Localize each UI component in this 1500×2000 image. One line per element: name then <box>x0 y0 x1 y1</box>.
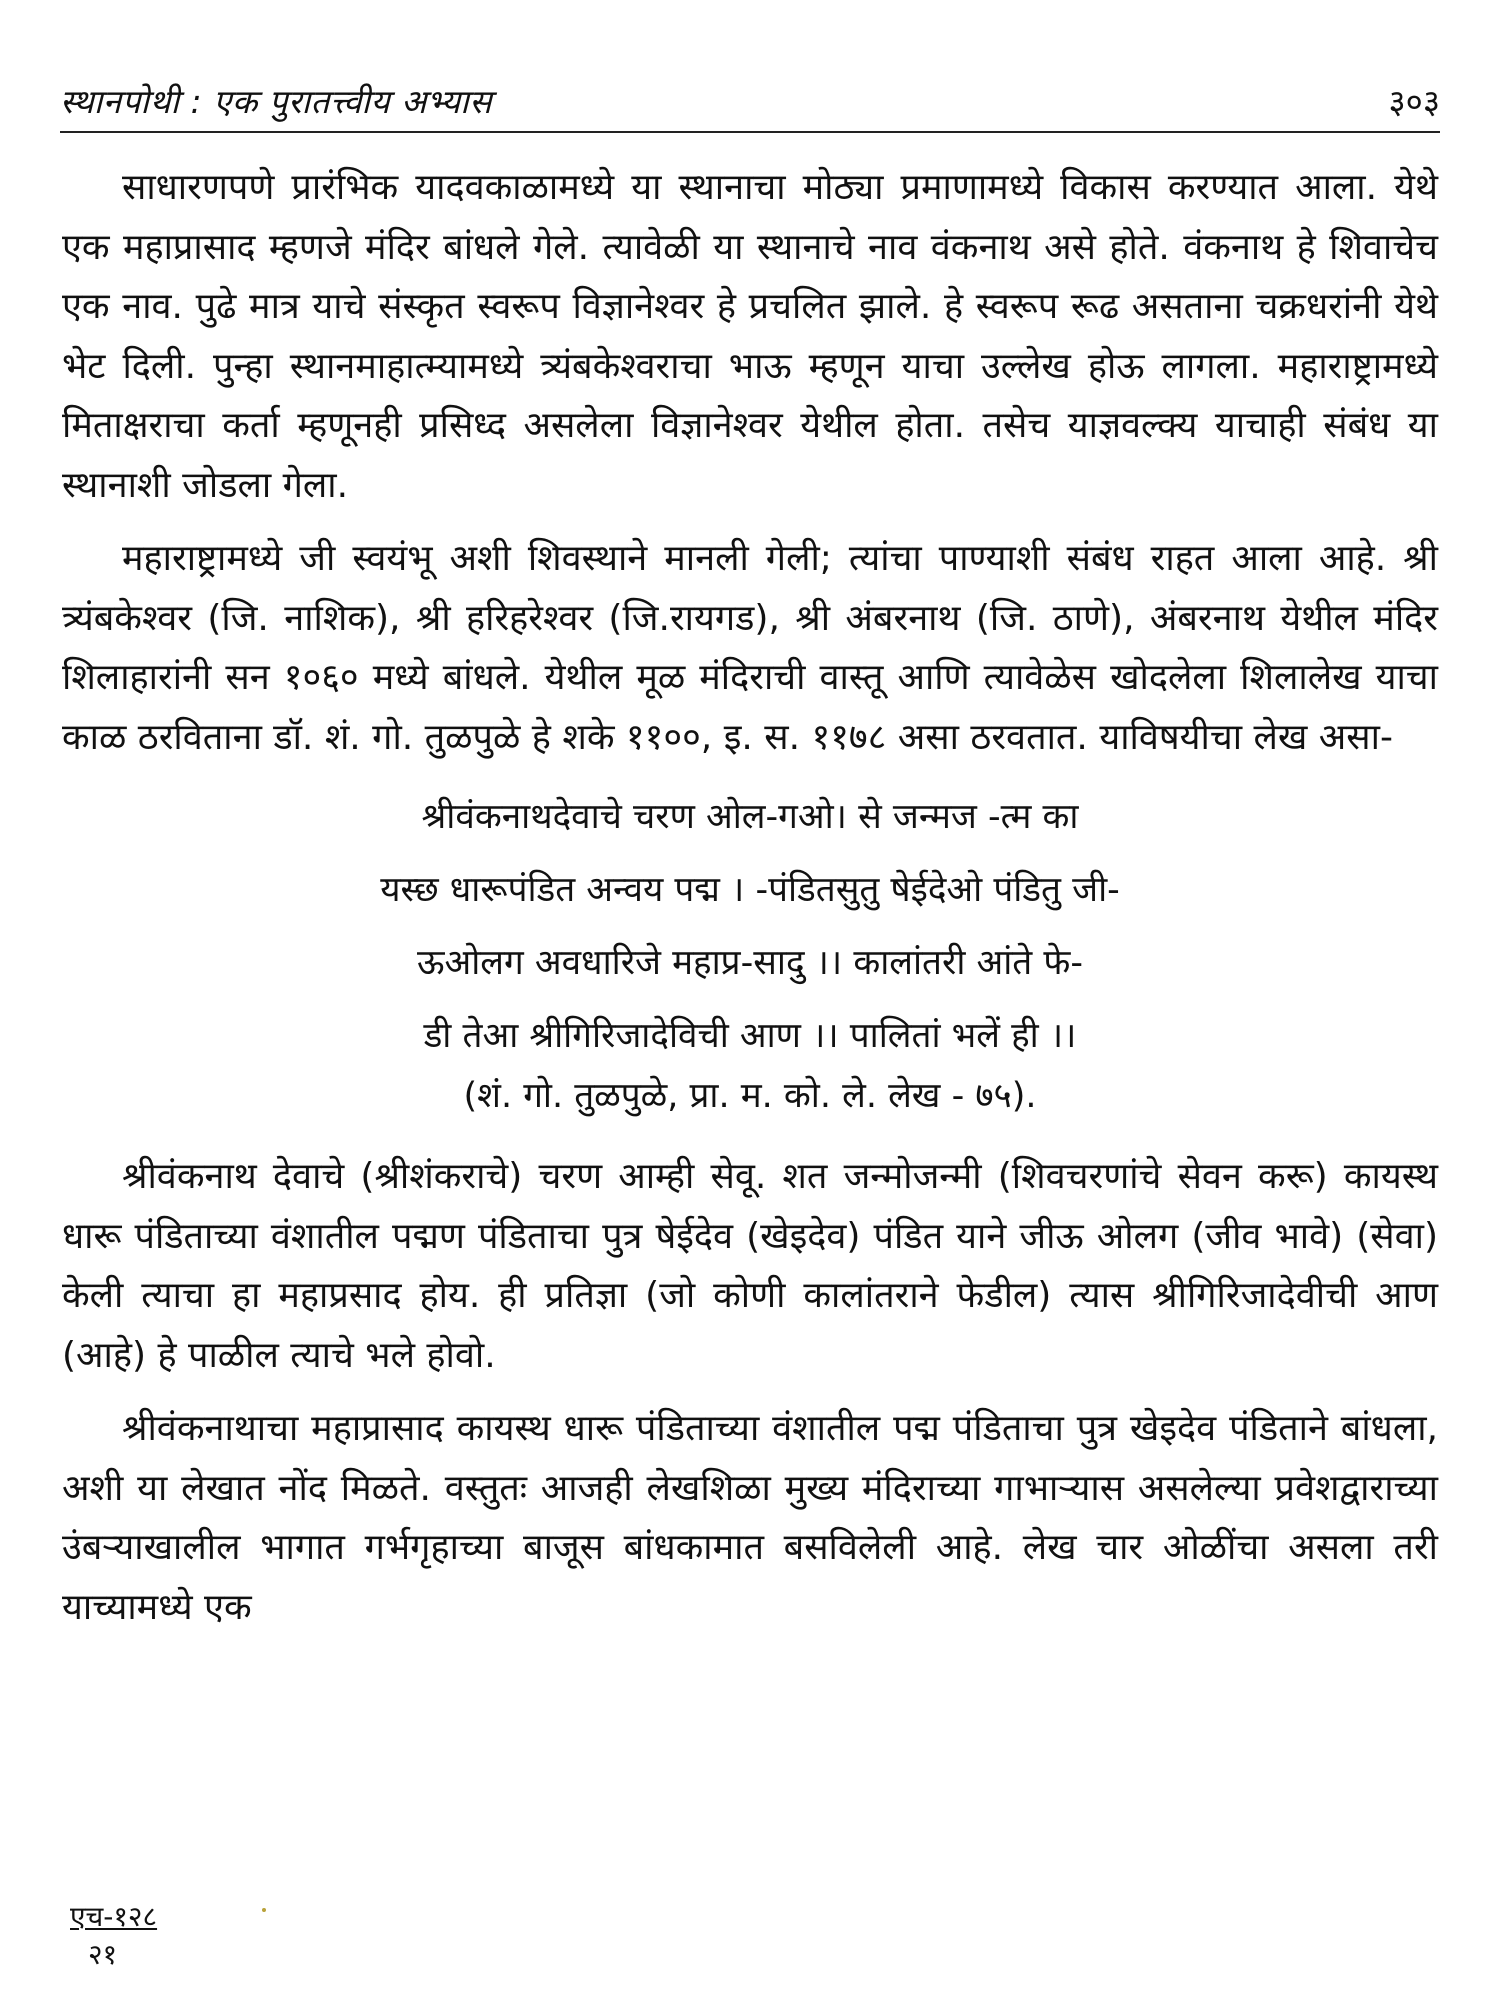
paragraph-1: साधारणपणे प्रारंभिक यादवकाळामध्ये या स्थानाचा मोठ्या प्रमाणामध्ये विकास करण्यात आला. येथे एक महाप्रासाद म्हणजे मंदिर बांधले गेले. त्यावेळी या स्थानाचे नाव वंकनाथ असे होते. वंकनाथ हे शिवाचेच एक नाव. पुढे मात्र याचे संस्कृत स्वरूप विज्ञानेश्वर हे प्रचलित झाले. हे स्वरूप रूढ असताना चक्रधरांनी येथे भेट दिली. पुन्हा स्थानमाहात्म्यामध्ये त्र्यंबकेश्वराचा भाऊ म्हणून याचा उल्लेख होऊ लागला. महाराष्ट्रामध्ये मिताक्षराचा कर्ता म्हणूनही प्रसिध्द असलेला विज्ञानेश्वर येथील होता. तसेच याज्ञवल्क्य याचाही संबंध या स्थानाशी जोडला गेला. <box>62 167 1438 506</box>
inscription-citation: (शं. गो. तुळपुळे, प्रा. म. को. ले. लेख - ७५). <box>463 1076 1037 1116</box>
paragraph-4: श्रीवंकनाथाचा महाप्रासाद कायस्थ धारू पंडिताच्या वंशातील पद्म पंडिताचा पुत्र खेइदेव पंडिताने बांधला, अशी या लेखात नोंद मिळते. वस्तुतः आजही लेखशिळा मुख्य मंदिराच्या गाभाऱ्यास असलेल्या प्रवेशद्वाराच्या उंबऱ्याखालील भागात गर्भगृहाच्या बाजूस बांधकामात बसविलेली आहे. लेख चार ओळींचा असला तरी याच्यामध्ये एक <box>62 1408 1438 1628</box>
page-body <box>62 158 1438 1651</box>
paragraph-3: श्रीवंकनाथ देवाचे (श्रीशंकराचे) चरण आम्ही सेवू. शत जन्मोजन्मी (शिवचरणांचे सेवन करू) कायस्थ धारू पंडिताच्या वंशातील पद्मण पंडिताचा पुत्र षेईदेव (खेइदेव) पंडित याने जीऊ ओलग (जीव भावे) (सेवा) केली त्याचा हा महाप्रसाद होय. ही प्रतिज्ञा (जो कोणी कालांतराने फेडील) त्यास श्रीगिरिजादेवीची आण (आहे) हे पाळील त्याचे भले होवो. <box>62 1156 1438 1376</box>
page-footer <box>70 1898 157 1974</box>
inscription-block <box>62 781 1438 1073</box>
inscription-line-1: श्रीवंकनाथदेवाचे चरण ओल-गओ। से जन्मज -त्म का <box>421 797 1079 837</box>
running-title: स्थानपोथी : एक पुरातत्त्वीय अभ्यास <box>60 82 493 121</box>
paragraph-2: महाराष्ट्रामध्ये जी स्वयंभू अशी शिवस्थाने मानली गेली; त्यांचा पाण्याशी संबंध राहत आला आहे. श्री त्र्यंबकेश्वर (जि. नाशिक), श्री हरिहरेश्वर (जि.रायगड), श्री अंबरनाथ (जि. ठाणे), अंबरनाथ येथील मंदिर शिलाहारांनी सन १०६० मध्ये बांधले. येथील मूळ मंदिराची वास्तू आणि त्यावेळेस खोदलेला शिलालेख याचा काळ ठरविताना डॉ. शं. गो. तुळपुळे हे शके ११००, इ. स. ११७८ असा ठरवतात. याविषयीचा लेख असा- <box>62 538 1438 758</box>
footer-code: एच-१२८ <box>70 1900 158 1933</box>
inscription-line-4: डी तेआ श्रीगिरिजादेविची आण ।। पालितां भलें ही ।। <box>423 1016 1077 1056</box>
inscription-line-2: यस्छ धारूपंडित अन्वय पद्म । -पंडितसुतु षेईदेओ पंडितु जी- <box>380 870 1120 910</box>
running-header <box>60 78 1440 133</box>
page-number: ३०३ <box>1388 82 1440 121</box>
inscription-line-3: ऊओलग अवधारिजे महाप्र-सादु ।। कालांतरी आंते फे- <box>417 943 1083 983</box>
scan-speck <box>262 1908 266 1912</box>
footer-number: २१ <box>88 1938 118 1971</box>
